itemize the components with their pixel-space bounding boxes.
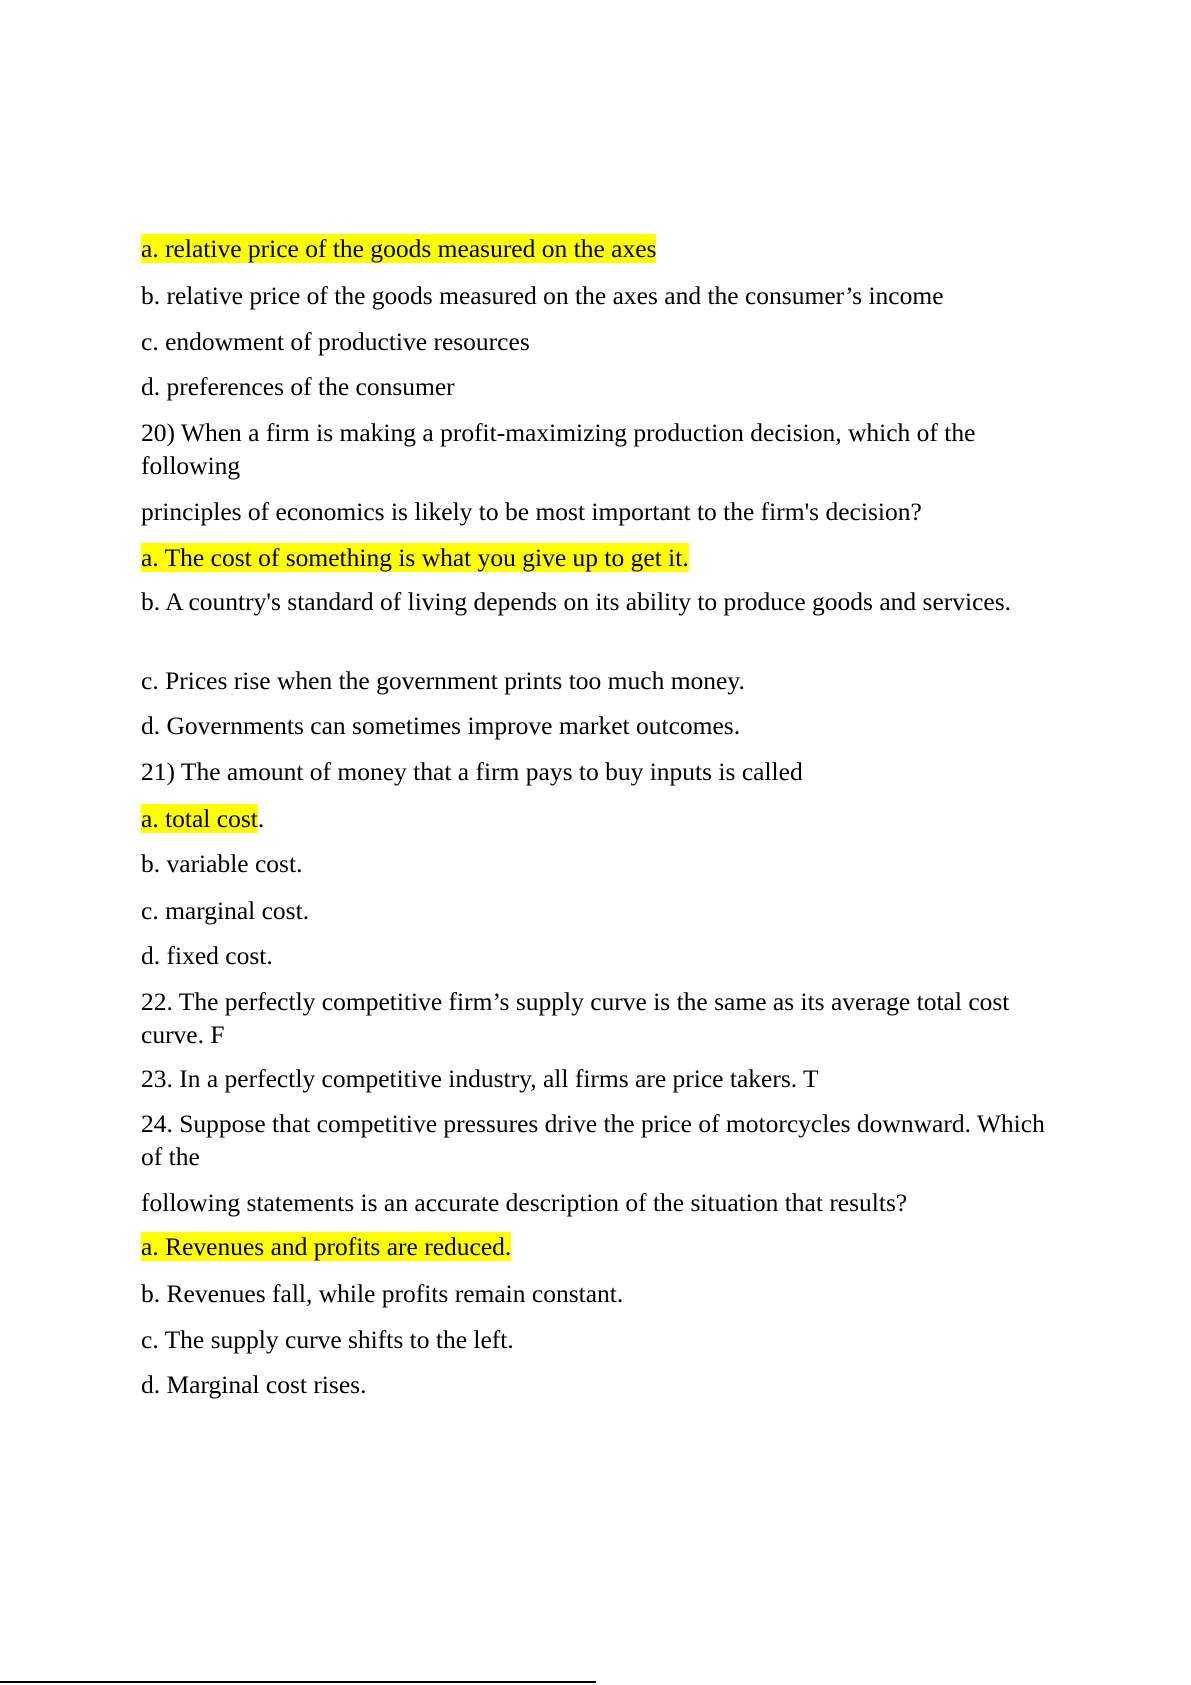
answer-option-d-q20: d. Governments can sometimes improve market outcomes. xyxy=(141,711,741,740)
highlighted-answer: a. relative price of the goods measured on the axes xyxy=(141,234,657,263)
answer-option-c-q20: c. Prices rise when the government prints too much money. xyxy=(141,666,745,695)
answer-option-a-q19 xyxy=(141,232,656,265)
statement-22: 22. The perfectly competitive firm’s supply curve is the same as its average total cost curve. F xyxy=(141,987,1010,1049)
highlighted-answer: a. total cost xyxy=(141,804,258,833)
answer-option-d-q21: d. fixed cost. xyxy=(141,941,273,970)
question-24-line-1: 24. Suppose that competitive pressures drive the price of motorcycles downward. Which of the xyxy=(141,1109,1045,1171)
answer-option-c-q24: c. The supply curve shifts to the left. xyxy=(141,1325,514,1354)
answer-option-b-q24: b. Revenues fall, while profits remain constant. xyxy=(141,1279,624,1308)
answer-option-b-q19: b. relative price of the goods measured on the axes and the consumer’s income xyxy=(141,281,944,310)
statement-23: 23. In a perfectly competitive industry, all firms are price takers. T xyxy=(141,1064,819,1093)
question-24-line-2: following statements is an accurate description of the situation that results? xyxy=(141,1188,908,1217)
line-text: . xyxy=(257,804,265,833)
highlighted-answer: a. The cost of something is what you give up to get it. xyxy=(141,543,689,572)
answer-option-d-q24: d. Marginal cost rises. xyxy=(141,1370,367,1399)
answer-option-a-q20 xyxy=(141,541,689,574)
answer-option-b-q21: b. variable cost. xyxy=(141,849,303,878)
highlighted-answer: a. Revenues and profits are reduced. xyxy=(141,1232,512,1261)
footer-rule xyxy=(0,1681,596,1683)
question-20-line-2: principles of economics is likely to be most important to the firm's decision? xyxy=(141,497,922,526)
answer-option-c-q19: c. endowment of productive resources xyxy=(141,327,530,356)
question-20-line-1: 20) When a firm is making a profit-maximizing production decision, which of the following xyxy=(141,418,976,480)
answer-option-a-q21 xyxy=(141,802,264,835)
answer-option-c-q21: c. marginal cost. xyxy=(141,896,310,925)
answer-option-b-q20: b. A country's standard of living depends on its ability to produce goods and services. xyxy=(141,587,1012,616)
answer-option-a-q24 xyxy=(141,1230,511,1263)
question-21: 21) The amount of money that a firm pays to buy inputs is called xyxy=(141,757,803,786)
answer-option-d-q19: d. preferences of the consumer xyxy=(141,372,455,401)
